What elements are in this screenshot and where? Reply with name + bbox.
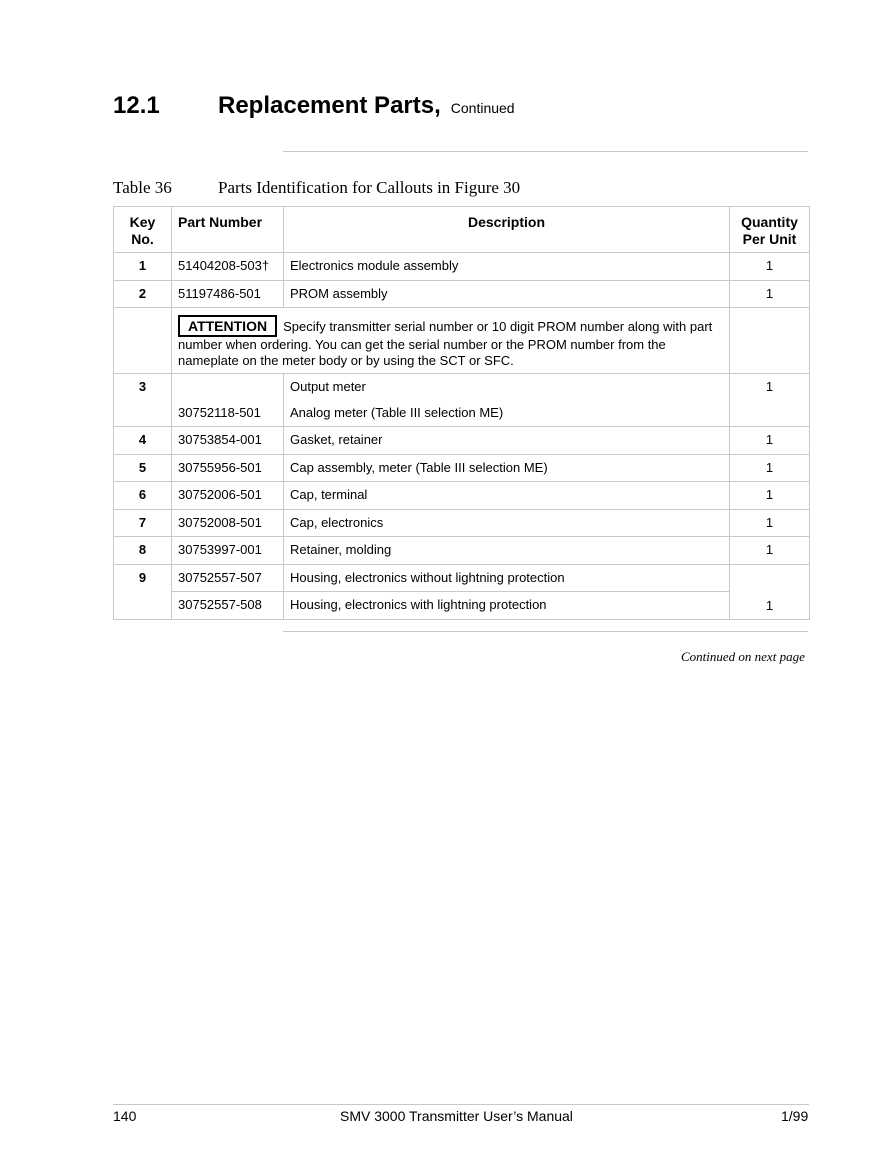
cell-key: 6 — [114, 482, 172, 510]
cell-desc: Housing, electronics without lightning protection — [284, 564, 730, 592]
footer-page-number: 140 — [113, 1108, 137, 1124]
cell-part-value: 30752118-501 — [178, 405, 261, 420]
cell-part: 51197486-501 — [172, 280, 284, 308]
cell-key: 9 — [114, 564, 172, 619]
cell-key: 5 — [114, 454, 172, 482]
continued-note: Continued on next page — [681, 649, 805, 664]
cell-desc: Cap, electronics — [284, 509, 730, 537]
cell-qty: 1 — [730, 427, 810, 455]
cell-desc: Housing, electronics with lightning protection — [284, 592, 730, 620]
cell-qty — [730, 374, 810, 427]
section-heading — [113, 92, 813, 124]
table-title: Parts Identification for Callouts in Figure 30 — [218, 178, 521, 197]
header-description: Description — [284, 207, 730, 253]
table-row — [114, 253, 810, 281]
table-label: Table 36 — [113, 178, 172, 197]
cell-key: 1 — [114, 253, 172, 281]
table-row — [114, 482, 810, 510]
cell-part-value — [178, 374, 277, 400]
cell-key — [114, 374, 172, 427]
cell-desc: Cap assembly, meter (Table III selection ME) — [284, 454, 730, 482]
cell-key-value: 3 — [138, 379, 147, 394]
footer-date: 1/99 — [781, 1108, 809, 1124]
cell-qty-empty — [730, 308, 810, 374]
cell-part: 30755956-501 — [172, 454, 284, 482]
cell-key: 8 — [114, 537, 172, 565]
cell-key: 4 — [114, 427, 172, 455]
table-row — [114, 374, 810, 427]
parts-table — [113, 206, 810, 620]
cell-part: 30752008-501 — [172, 509, 284, 537]
footer-manual-title: SMV 3000 Transmitter User’s Manual — [340, 1108, 573, 1124]
cell-desc-value: Output meter — [290, 379, 366, 394]
cell-key: 7 — [114, 509, 172, 537]
cell-qty: 1 — [730, 564, 810, 619]
cell-part: 30752557-508 — [172, 592, 284, 620]
header-part-number: Part Number — [172, 207, 284, 253]
table-row — [114, 564, 810, 592]
cell-key-empty — [114, 308, 172, 374]
cell-part: 30752557-507 — [172, 564, 284, 592]
cell-desc: Cap, terminal — [284, 482, 730, 510]
section-number: 12.1 — [113, 92, 160, 119]
footer-divider — [113, 1104, 809, 1105]
attention-note — [172, 308, 730, 374]
table-row — [114, 427, 810, 455]
cell-qty: 1 — [730, 482, 810, 510]
attention-text: Specify transmitter serial number or 10 digit PROM number along with part number when ordering. You can get the serial number or the PROM number from the nameplate on the meter body or by using the SCT or SFC. — [178, 319, 713, 368]
bottom-divider — [283, 631, 808, 632]
cell-part: 30753854-001 — [172, 427, 284, 455]
cell-desc — [284, 374, 730, 427]
cell-desc: PROM assembly — [284, 280, 730, 308]
cell-qty: 1 — [730, 454, 810, 482]
table-row — [114, 592, 810, 620]
cell-desc: Retainer, molding — [284, 537, 730, 565]
table-row — [114, 454, 810, 482]
cell-key: 2 — [114, 280, 172, 308]
table-row — [114, 509, 810, 537]
section-title-text: Replacement Parts, — [218, 92, 441, 119]
cell-qty: 1 — [730, 280, 810, 308]
header-quantity: Quantity Per Unit — [730, 207, 810, 253]
cell-qty: 1 — [730, 509, 810, 537]
attention-label: ATTENTION — [178, 315, 277, 337]
table-header-row — [114, 207, 810, 253]
header-key: Key No. — [114, 207, 172, 253]
cell-qty: 1 — [730, 537, 810, 565]
cell-part — [172, 374, 284, 427]
cell-desc-value: Analog meter (Table III selection ME) — [290, 405, 504, 420]
table-caption — [113, 178, 521, 198]
top-divider — [283, 151, 808, 152]
cell-part: 51404208-503† — [172, 253, 284, 281]
cell-part: 30753997-001 — [172, 537, 284, 565]
section-title — [218, 92, 515, 120]
cell-desc: Gasket, retainer — [284, 427, 730, 455]
attention-row — [114, 308, 810, 374]
table-row — [114, 537, 810, 565]
cell-desc: Electronics module assembly — [284, 253, 730, 281]
cell-part: 30752006-501 — [172, 482, 284, 510]
cell-qty: 1 — [730, 253, 810, 281]
cell-qty-value: 1 — [765, 379, 774, 394]
table-row — [114, 280, 810, 308]
section-continued: Continued — [450, 100, 515, 116]
